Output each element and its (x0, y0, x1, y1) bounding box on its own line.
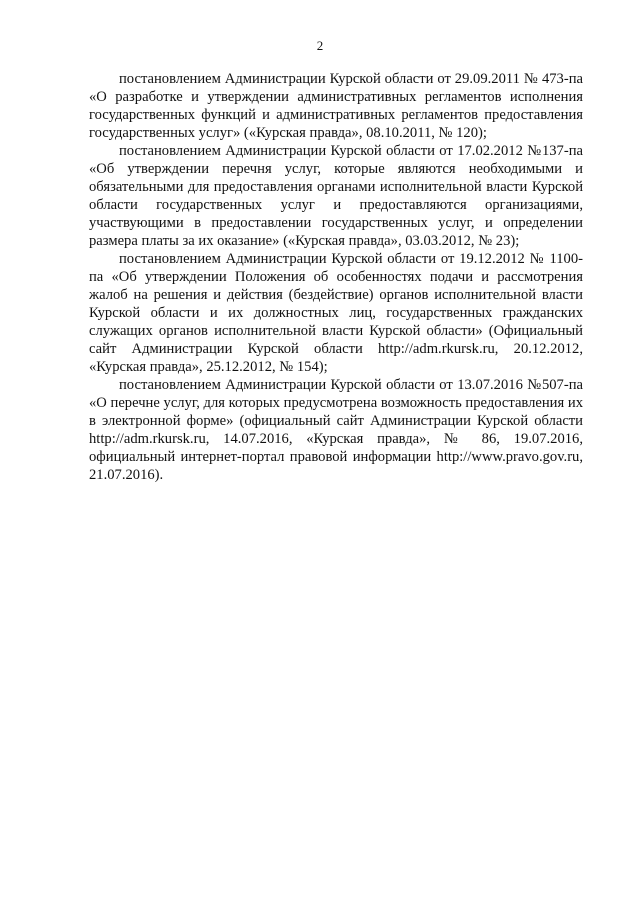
paragraph-resolution-473: постановлением Администрации Курской области от 29.09.2011 № 473-па «О разработке и утверждении административных регламентов исполнения государственных функций и административных регламентов предоставления государственных услуг» («Курская правда», 08.10.2011, № 120); (89, 71, 583, 141)
document-body (89, 70, 583, 484)
page-number: 2 (316, 38, 324, 53)
paragraph-resolution-137: постановлением Администрации Курской области от 17.02.2012 №137-па «Об утверждении перечня услуг, которые являются необходимыми и обязательными для предоставления органами исполнительной власти Курской области государственных услуг и предоставляются организациями, участвующими в предоставлении государственных услуг, и определении размера платы за их оказание» («Курская правда», 03.03.2012, № 23); (89, 143, 583, 249)
paragraph-resolution-1100: постановлением Администрации Курской области от 19.12.2012 № 1100-па «Об утверждении Положения об особенностях подачи и рассмотрения жалоб на решения и действия (бездействие) органов исполнительной власти Курской области и их должностных лиц, государственных гражданских служащих органов исполнительной власти Курской области» (Официальный сайт Администрации Курской области http://adm.rkursk.ru, 20.12.2012, «Курская правда», 25.12.2012, № 154); (89, 251, 583, 375)
paragraph-resolution-507: постановлением Администрации Курской области от 13.07.2016 №507-па «О перечне услуг, для которых предусмотрена возможность предоставления их в электронной форме» (официальный сайт Администрации Курской области http://adm.rkursk.ru, 14.07.2016, «Курская правда», № 86, 19.07.2016, официальный интернет-портал правовой информации http://www.pravo.gov.ru, 21.07.2016). (89, 377, 583, 483)
